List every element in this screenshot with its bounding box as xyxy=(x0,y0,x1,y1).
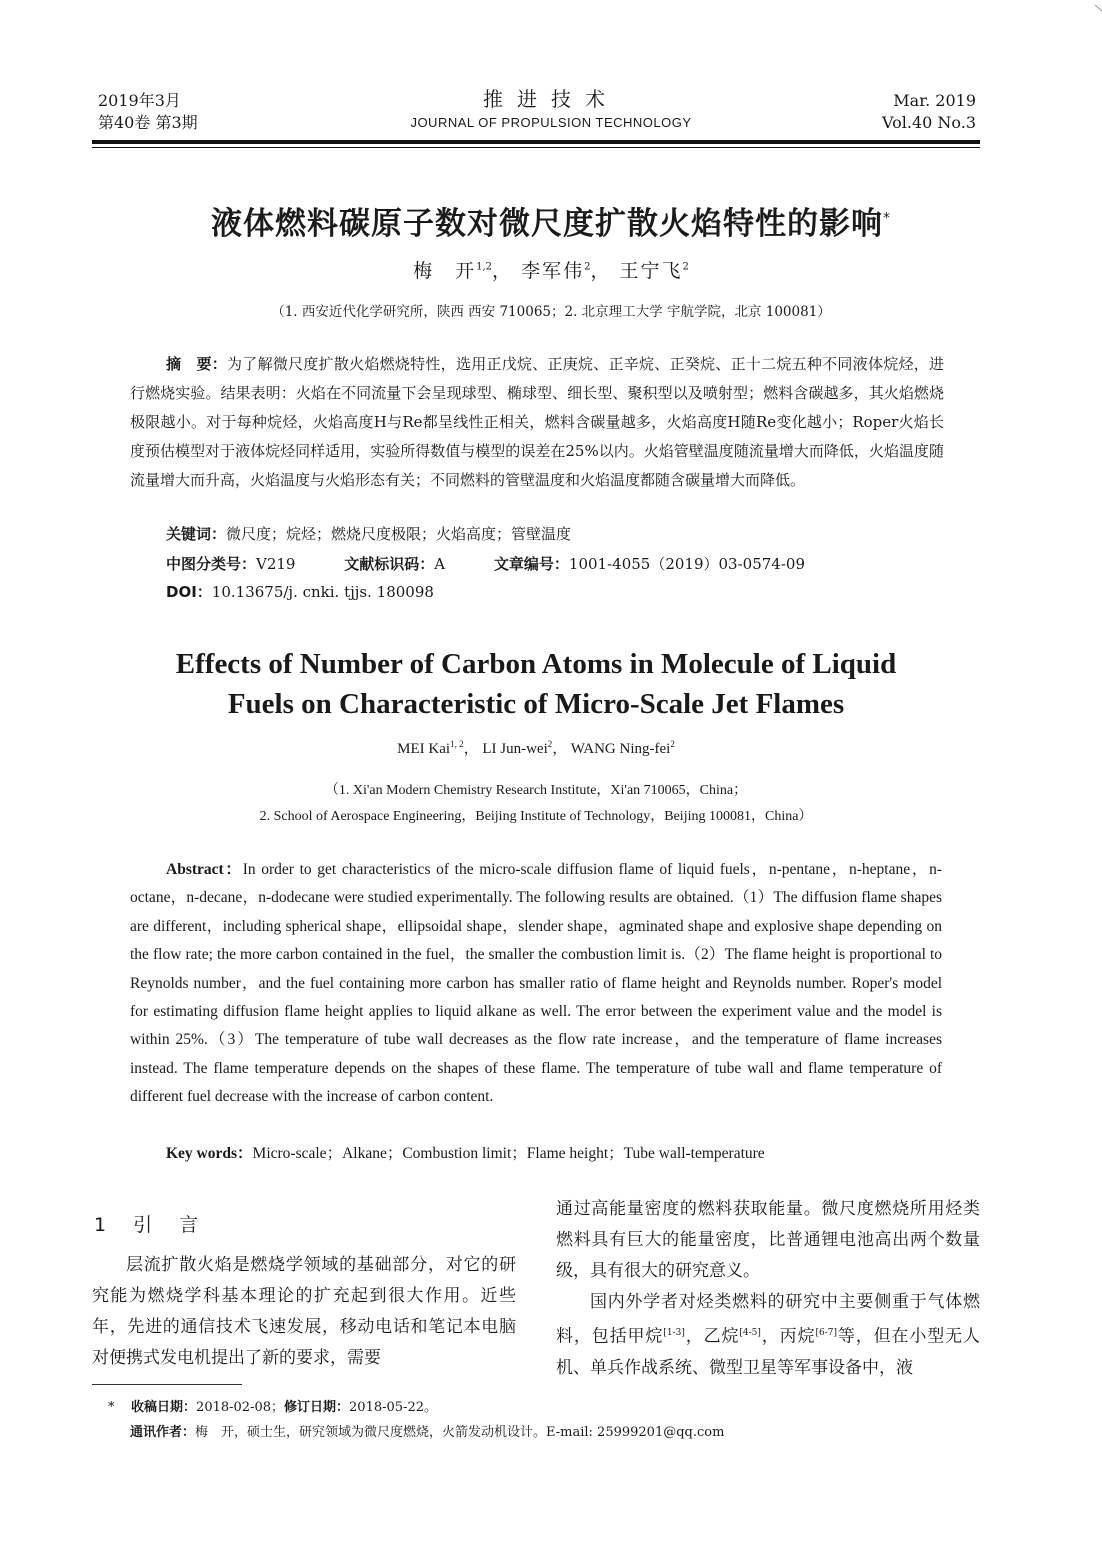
abstract-en xyxy=(130,856,942,1112)
para-text: 国内外学者对烃类燃料的研究中主要侧重于气体燃料，包括甲烷 xyxy=(556,1292,980,1347)
body-column-right xyxy=(556,1194,980,1384)
article-number-value: 1001-4055（2019）03-0574-09 xyxy=(568,555,805,573)
section-heading: 1 引 言 xyxy=(94,1214,203,1236)
keywords-cn-text: 微尺度；烷烃；燃烧尺度极限；火焰高度；管壁温度 xyxy=(226,525,572,543)
author-sep: ， xyxy=(552,741,568,757)
keywords-en xyxy=(166,1141,765,1163)
affiliation-en-line2: 2. School of Aerospace Engineering，Beijing Institute of Technology，Beijing 100081，China） xyxy=(259,809,813,824)
journal-name-cn: 推进技术 xyxy=(483,87,619,111)
title-en-line2: Fuels on Characteristic of Micro-Scale Jet Flames xyxy=(227,688,845,720)
header-date-en: Mar. 2019 xyxy=(893,91,976,110)
author-cn: 梅 开 xyxy=(413,260,477,282)
article-number-label: 文章编号： xyxy=(493,555,569,573)
title-cn-text: 液体燃料碳原子数对微尺度扩散火焰特性的影响 xyxy=(211,206,883,242)
keywords-en-text: Micro-scale；Alkane；Combustion limit；Flame height；Tube wall-temperature xyxy=(252,1145,765,1162)
abstract-cn-text: 为了解微尺度扩散火焰燃烧特性，选用正戊烷、正庚烷、正辛烷、正癸烷、正十二烷五种不同液体烷烃，进行燃烧实验。结果表明：火焰在不同流量下会呈现球型、椭球型、细长型、聚积型以及喷射型；燃料含碳越多，其火焰燃烧极限越小。对于每种烷烃，火焰高度H与Re都呈线性正相关，燃料含碳量越多，火焰高度H随Re变化越小；Roper火焰长度预估模型对于液体烷烃同样适用，实验所得数值与模型的误差在25%以内。火焰管壁温度随流量增大而降低，火焰温度随流量增大而升高，火焰温度与火焰形态有关；不同燃料的管壁温度和火焰温度都随含碳量增大而降低。 xyxy=(130,355,944,489)
affiliation-en xyxy=(0,778,1072,830)
para-text: ，乙烷 xyxy=(684,1326,740,1347)
abstract-cn xyxy=(130,350,944,495)
doi-line xyxy=(166,581,434,602)
citation[interactable]: [4-5] xyxy=(739,1328,761,1338)
abstract-en-label: Abstract： xyxy=(166,861,243,878)
classification-line xyxy=(166,553,805,574)
paper-title-cn xyxy=(0,198,1102,243)
header-right xyxy=(882,90,976,134)
title-en-line1: Effects of Number of Carbon Atoms in Molecule of Liquid xyxy=(175,648,897,680)
title-footnote-mark: * xyxy=(883,210,891,227)
author-en: WANG Ning-fei xyxy=(570,741,671,757)
footnote-rule xyxy=(92,1384,242,1385)
author-sup: 2 xyxy=(682,261,689,273)
clc-label: 中图分类号： xyxy=(166,555,257,573)
author-cn: 王宁飞 xyxy=(619,260,683,282)
received-label: 收稿日期： xyxy=(131,1400,197,1415)
header-date-cn: 2019年3月 xyxy=(98,91,181,110)
author-sup: 1, 2 xyxy=(450,739,464,749)
citation[interactable]: [6-7] xyxy=(815,1328,837,1338)
footnote-author xyxy=(130,1421,724,1440)
affiliation-cn: （1. 西安近代化学研究所，陕西 西安 710065；2. 北京理工大学 宇航学院，北京 100081） xyxy=(271,304,831,320)
author-cn: 李军伟 xyxy=(521,260,585,282)
corresponding-author-label: 通讯作者： xyxy=(130,1425,196,1440)
author-sep: ， xyxy=(463,741,479,757)
paper-title-en xyxy=(0,644,1072,724)
keywords-cn xyxy=(166,523,571,544)
revised-date: 2018-05-22。 xyxy=(349,1400,437,1415)
corresponding-author-text: 梅 开，硕士生，研究领域为微尺度燃烧，火箭发动机设计。E-mail: 25999201@qq.com xyxy=(195,1425,725,1440)
author-sep: ， xyxy=(590,260,612,282)
author-en: MEI Kai xyxy=(397,741,451,757)
author-en: LI Jun-wei xyxy=(482,741,548,757)
page-corner xyxy=(0,0,1102,10)
author-sep: ， xyxy=(492,260,514,282)
affiliation-en-line1: （1. Xi'an Modern Chemistry Research Institute，Xi'an 710065，China； xyxy=(324,783,748,798)
clc-value: V219 xyxy=(256,555,296,573)
keywords-cn-label: 关键词： xyxy=(166,525,227,543)
header-rule-thick xyxy=(92,140,980,144)
footnote-received xyxy=(108,1396,437,1415)
body-column-left xyxy=(92,1250,516,1374)
doi-value[interactable]: 10.13675/j. cnki. tjjs. 180098 xyxy=(211,583,434,601)
abstract-en-text: In order to get characteristics of the micro-scale diffusion flame of liquid fuels，n-pentane，n-heptane，n-octane，n-decane，n-dodecane were studied experimentally. The following results are obtained.（1）The diffusion flame shapes are different，including spherical shape，ellipsoidal shape，slender shape，agminated shape and explosive shape depending on the flow rate; the more carbon contained in the fuel，the smaller the combustion limit is.（2）The flame height is proportional to Reynolds number，and the fuel containing more carbon has smaller ratio of flame height and Reynolds number. Roper's model for estimating diffusion flame height applies to liquid alkane as well. The error between the experiment value and the model is within 25%.（3）The temperature of tube wall decreases as the flow rate increase，and the temperature of flame increases instead. The flame temperature depends on the shapes of these flame. The temperature of tube wall and flame temperature of different fuel decrease with the increase of carbon content. xyxy=(130,861,942,1106)
para-text: ，丙烷 xyxy=(760,1326,816,1347)
authors-en xyxy=(0,737,1072,758)
body-paragraph: 通过高能量密度的燃料获取能量。微尺度燃烧所用烃类燃料具有巨大的能量密度，比普通锂电池高出两个数量级，具有很大的研究意义。 xyxy=(556,1199,980,1281)
author-sup: 2 xyxy=(670,739,675,749)
header-rule-thin xyxy=(92,147,980,148)
doc-code-label: 文献标识码： xyxy=(344,555,435,573)
footnote-mark: * xyxy=(108,1400,115,1415)
keywords-en-label: Key words： xyxy=(166,1145,253,1162)
author-sup: 1,2 xyxy=(476,261,492,273)
journal-name-en: JOURNAL OF PROPULSION TECHNOLOGY xyxy=(410,115,692,130)
header-volume-cn: 第40卷 第3期 xyxy=(98,113,198,132)
body-paragraph xyxy=(556,1287,980,1384)
body-paragraph: 层流扩散火焰是燃烧学领域的基础部分，对它的研究能为燃烧学科基本理论的扩充起到很大作用。近些年，先进的通信技术飞速发展，移动电话和笔记本电脑对便携式发电机提出了新的要求，需要 xyxy=(92,1255,516,1368)
author-sup: 2 xyxy=(547,739,553,749)
revised-label: 修订日期： xyxy=(284,1400,350,1415)
author-sup: 2 xyxy=(584,261,591,273)
abstract-cn-label: 摘 要： xyxy=(166,355,228,373)
authors-cn xyxy=(0,256,1102,283)
header-volume-en: Vol.40 No.3 xyxy=(882,113,976,132)
doi-label: DOI： xyxy=(166,583,212,601)
doc-code-value: A xyxy=(434,555,446,573)
citation[interactable]: [1-3] xyxy=(663,1328,685,1338)
received-date: 2018-02-08； xyxy=(196,1400,285,1415)
para-text: 等，但在小型无人机、单兵作战系统、微型卫星等军事设备中，液 xyxy=(556,1326,981,1378)
